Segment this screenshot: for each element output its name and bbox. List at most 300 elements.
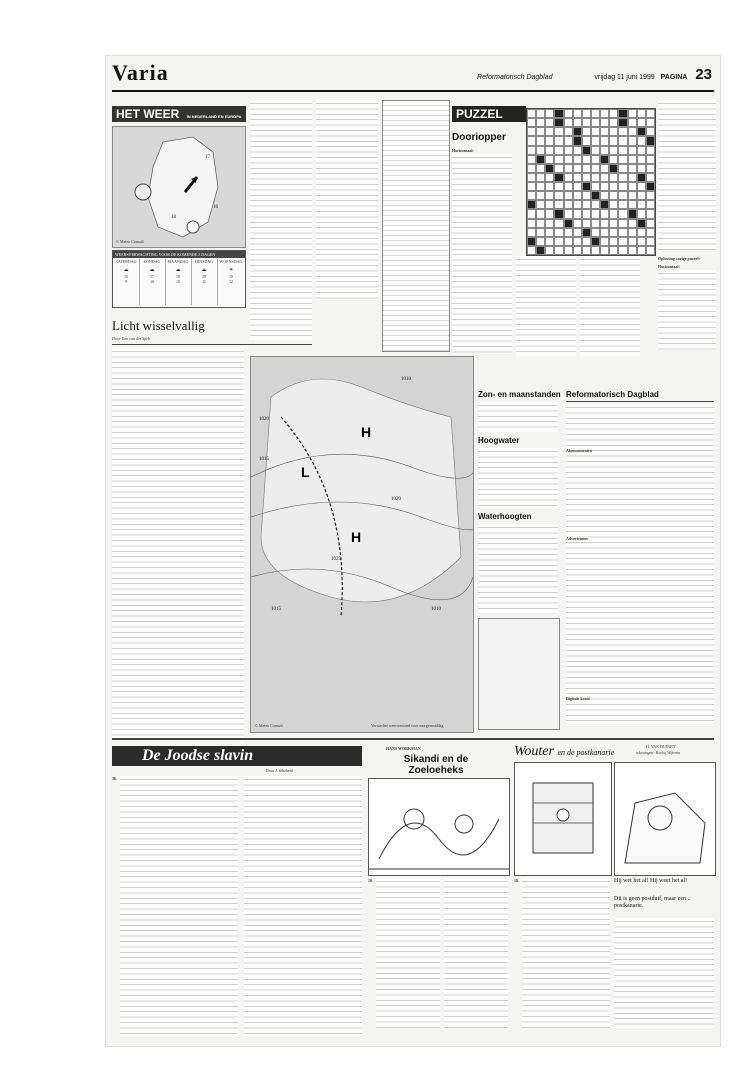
crossword-cell [536, 182, 545, 191]
crossword-cell [545, 146, 554, 155]
netherlands-map-svg [113, 127, 245, 247]
crossword-cell [628, 191, 637, 200]
crossword-cell [609, 136, 618, 145]
serial-text-col-2 [244, 776, 362, 1036]
high-pressure-icon: H [361, 424, 372, 440]
crossword-cell [554, 173, 563, 182]
crossword-cell [573, 127, 582, 136]
page-label: PAGINA [660, 74, 688, 81]
crossword-cell [628, 173, 637, 182]
map-temp-1: 17 [205, 155, 210, 160]
crossword-cell [536, 219, 545, 228]
wouter-text-col-2 [614, 918, 714, 1028]
crossword-cell [527, 136, 536, 145]
puzzle-title: Dooriopper [452, 132, 506, 143]
crossword-cell [554, 200, 563, 209]
crossword-cell [545, 136, 554, 145]
crossword-cell [582, 155, 591, 164]
crossword-cell [564, 146, 573, 155]
crossword-cell [554, 109, 563, 118]
crossword-cell [637, 155, 646, 164]
crossword-cell [573, 118, 582, 127]
weather-headline: Licht wisselvallig [112, 318, 205, 333]
crossword-cell [582, 173, 591, 182]
wouter-bubble-1: Hij wet het al! Hij weet het al! [614, 878, 688, 884]
crossword-cell [618, 173, 627, 182]
weather-legend [478, 618, 560, 730]
wouter-drawing-1 [515, 763, 611, 875]
crossword-cell [618, 136, 627, 145]
forecast-min: 10 [150, 279, 154, 284]
page-number: 23 [695, 66, 712, 83]
crossword-cell [564, 246, 573, 255]
pressure-label: 1010 [401, 377, 411, 382]
crossword-cell [618, 237, 627, 246]
crossword-cell [527, 219, 536, 228]
forecast-min: 11 [202, 279, 206, 284]
crossword-cell [637, 146, 646, 155]
crossword-cell [527, 146, 536, 155]
crossword-cell [646, 219, 655, 228]
puzzle-solution-text [658, 270, 716, 350]
crossword-cell [582, 246, 591, 255]
pressure-label: 1015 [271, 607, 281, 612]
crossword-cell [527, 246, 536, 255]
crossword-cell [609, 228, 618, 237]
crossword-cell [582, 164, 591, 173]
crossword-cell [545, 155, 554, 164]
crossword-grid [526, 108, 656, 256]
crossword-cell [618, 219, 627, 228]
crossword-cell [600, 191, 609, 200]
crossword-cell [591, 109, 600, 118]
forecast-day-label: ZONDAG [143, 259, 161, 264]
crossword-cell [564, 200, 573, 209]
forecast-title: WEERSVERWACHTING VOOR DE KOMENDE 5 DAGEN [113, 251, 245, 258]
crossword-cell [582, 219, 591, 228]
date-line: vrijdag 11 juni 1999 [594, 74, 655, 81]
crossword-cell [600, 109, 609, 118]
crossword-cell [582, 146, 591, 155]
forecast-max: 16 [124, 274, 128, 279]
crossword-cell [609, 182, 618, 191]
wouter-credit: H. VAN DUINEN [646, 744, 676, 749]
crossword-cell [591, 146, 600, 155]
wouter-number: 18. [514, 878, 519, 883]
header-right [477, 66, 712, 83]
forecast-min: 9 [125, 279, 127, 284]
crossword-cell [609, 118, 618, 127]
crossword-cell [609, 164, 618, 173]
crossword-cell [646, 191, 655, 200]
crossword-cell [527, 109, 536, 118]
crossword-cell [564, 109, 573, 118]
crossword-cell [545, 237, 554, 246]
crossword-cell [609, 191, 618, 200]
crossword-cell [573, 164, 582, 173]
crossword-cell [554, 228, 563, 237]
crossword-cell [564, 136, 573, 145]
forecast-min: 12 [229, 279, 233, 284]
crossword-cell [564, 237, 573, 246]
serial-banner [112, 746, 362, 766]
crossword-cell [609, 173, 618, 182]
crossword-cell [545, 200, 554, 209]
forecast-day-label: ZATERDAG [115, 259, 137, 264]
crossword-cell [545, 219, 554, 228]
crossword-cell [637, 164, 646, 173]
crossword-cell [527, 209, 536, 218]
crossword-cell [564, 164, 573, 173]
crossword-cell [600, 237, 609, 246]
cloud-icon [135, 184, 151, 200]
netherlands-weather-map [112, 126, 246, 248]
crossword-cell [600, 182, 609, 191]
sikandi-author: HANS WORKMAN [386, 746, 421, 751]
crossword-cell [573, 246, 582, 255]
crossword-cell [554, 237, 563, 246]
crossword-cell [609, 109, 618, 118]
europe-weather-text [250, 100, 312, 340]
crossword-cell [637, 246, 646, 255]
crossword-cell [618, 127, 627, 136]
crossword-cell [564, 219, 573, 228]
section-divider [112, 738, 714, 740]
crossword-cell [536, 200, 545, 209]
crossword-cell [573, 155, 582, 164]
colofon-admin: Abonnementen [566, 448, 593, 453]
pressure-label: 1020 [391, 497, 401, 502]
crossword-cell [600, 200, 609, 209]
europe-weather-map [250, 356, 474, 733]
crossword-cell [536, 118, 545, 127]
puzzle-clues-2 [516, 256, 576, 356]
map-temp-3: 16 [213, 205, 218, 210]
crossword-cell [646, 109, 655, 118]
wouter-text-col-1 [522, 878, 610, 1028]
crossword-cell [628, 146, 637, 155]
crossword-cell [536, 164, 545, 173]
crossword-cell [618, 228, 627, 237]
europe-map-caption: Verwachte weertoestand voor morgenmiddag [371, 723, 444, 728]
tide-text [478, 448, 558, 508]
forecast-day [113, 259, 140, 305]
crossword-cell [573, 228, 582, 237]
crossword-cell [637, 182, 646, 191]
newspaper-page [106, 56, 720, 1046]
crossword-cell [646, 127, 655, 136]
forecast-sun-icon: ☀ [228, 268, 234, 273]
crossword-cell [573, 182, 582, 191]
crossword-cell [573, 219, 582, 228]
crossword-cell [564, 209, 573, 218]
crossword-cell [573, 237, 582, 246]
crossword-cell [545, 109, 554, 118]
forecast-max: 17 [150, 274, 154, 279]
serial-chapter: 36. [112, 776, 117, 781]
tide-title: Hoogwater [478, 436, 520, 445]
divider [112, 344, 312, 345]
sikandi-title: Sikandi en de Zoeloeheks [403, 754, 469, 776]
wouter-bubble-2: Dit is geen postduif, maar een... postkanarie. [614, 896, 691, 909]
sikandi-drawing [369, 779, 509, 875]
crossword-cell [545, 182, 554, 191]
crossword-cell [628, 246, 637, 255]
crossword-cell [527, 173, 536, 182]
europe-map-credit: © Meteo Consult [255, 723, 283, 728]
crossword-cell [618, 109, 627, 118]
crossword-cell [646, 164, 655, 173]
colofon-title: Reformatorisch Dagblad [566, 390, 659, 399]
crossword-cell [628, 127, 637, 136]
isobar-map-svg [251, 357, 473, 732]
crossword-cell [637, 127, 646, 136]
crossword-cell [582, 109, 591, 118]
crossword-cell [573, 191, 582, 200]
wouter-title-main: Wouter [514, 744, 554, 759]
crossword-cell [573, 200, 582, 209]
colofon-digital: Digitale krant [566, 696, 590, 701]
crossword-cell [628, 164, 637, 173]
crossword-cell [609, 146, 618, 155]
crossword-cell [637, 118, 646, 127]
crossword-cell [536, 246, 545, 255]
crossword-cell [564, 173, 573, 182]
crossword-cell [600, 246, 609, 255]
crossword-cell [582, 136, 591, 145]
colofon-adv: Advertenties [566, 536, 588, 541]
crossword-cell [618, 246, 627, 255]
map-credit: © Meteo Consult [116, 239, 144, 244]
sun-moon-title: Zon- en maanstanden [478, 390, 561, 399]
water-title: Waterhoogten [478, 512, 532, 521]
sikandi-text-col-1 [376, 878, 440, 1028]
crossword-cell [591, 127, 600, 136]
crossword-cell [527, 127, 536, 136]
crossword-cell [600, 173, 609, 182]
forecast-day [139, 259, 166, 305]
crossword-cell [618, 118, 627, 127]
crossword-cell [564, 127, 573, 136]
water-text [478, 524, 558, 614]
crossword-cell [545, 173, 554, 182]
low-pressure-icon: L [301, 464, 310, 480]
puzzle-banner [452, 106, 526, 122]
crossword-cell [637, 237, 646, 246]
wouter-panel-2 [614, 762, 716, 876]
crossword-cell [545, 228, 554, 237]
serial-text-col-1 [120, 776, 238, 1036]
crossword-cell [573, 109, 582, 118]
crossword-cell [637, 173, 646, 182]
wouter-title-rest: en de postkanarie [557, 748, 615, 757]
sikandi-number: 10. [368, 878, 373, 883]
forecast-day [165, 259, 192, 305]
crossword-cell [564, 118, 573, 127]
crossword-cell [554, 146, 563, 155]
crossword-cell [545, 164, 554, 173]
pressure-label: 1025 [331, 557, 341, 562]
weather-banner [112, 106, 246, 122]
crossword-cell [628, 237, 637, 246]
crossword-cell [536, 173, 545, 182]
crossword-cell [618, 164, 627, 173]
crossword-cell [637, 219, 646, 228]
crossword-cell [564, 191, 573, 200]
crossword-cell [628, 182, 637, 191]
crossword-cell [582, 228, 591, 237]
crossword-cell [582, 182, 591, 191]
crossword-cell [646, 118, 655, 127]
crossword-cell [600, 219, 609, 228]
forecast-day-label: DINSDAG [195, 259, 213, 264]
forecast-cloud-icon: ☁ [175, 268, 181, 273]
crossword-cell [591, 173, 600, 182]
crossword-cell [545, 191, 554, 200]
pressure-label: 1015 [259, 457, 269, 462]
puzzle-clues-horizontal-heading: Horizontaal: [452, 148, 474, 153]
solution-horizontal: Horizontaal: [658, 264, 680, 269]
header-rule [112, 90, 714, 92]
crossword-cell [609, 127, 618, 136]
crossword-cell [564, 228, 573, 237]
crossword-cell [618, 146, 627, 155]
crossword-cell [591, 237, 600, 246]
crossword-cell [536, 237, 545, 246]
crossword-cell [646, 136, 655, 145]
crossword-cell [600, 155, 609, 164]
crossword-cell [628, 200, 637, 209]
forecast-max: 20 [202, 274, 206, 279]
crossword-cell [600, 146, 609, 155]
crossword-cell [591, 136, 600, 145]
crossword-cell [628, 118, 637, 127]
sun-icon [187, 221, 199, 233]
crossword-cell [646, 146, 655, 155]
crossword-cell [554, 118, 563, 127]
crossword-cell [554, 219, 563, 228]
crossword-cell [628, 136, 637, 145]
map-temp-2: 18 [171, 215, 176, 220]
crossword-cell [591, 164, 600, 173]
crossword-cell [536, 155, 545, 164]
crossword-cell [527, 200, 536, 209]
crossword-cell [628, 155, 637, 164]
crossword-cell [582, 191, 591, 200]
forecast-days [113, 259, 245, 305]
crossword-cell [637, 209, 646, 218]
crossword-cell [609, 200, 618, 209]
crossword-cell [646, 182, 655, 191]
forecast-day [217, 259, 245, 305]
weather-byline: Door Tom van der Spek [112, 336, 150, 341]
crossword-cell [646, 228, 655, 237]
divider [566, 401, 714, 402]
crossword-cell [573, 209, 582, 218]
crossword-cell [536, 228, 545, 237]
crossword-cell [591, 118, 600, 127]
crossword-cell [545, 209, 554, 218]
puzzle-clues-3 [580, 256, 640, 356]
crossword-cell [554, 136, 563, 145]
puzzle-solution-heading: Oplossing vorige puzzel: [658, 256, 700, 261]
crossword-cell [573, 173, 582, 182]
sikandi-text-col-2 [444, 878, 508, 1028]
crossword-cell [591, 246, 600, 255]
temperature-table [382, 100, 450, 352]
crossword-cell [637, 228, 646, 237]
wouter-panel-1 [514, 762, 612, 876]
weather-banner-sub: IN NEDERLAND EN EUROPA [186, 114, 242, 119]
crossword-cell [628, 219, 637, 228]
crossword-cell [618, 155, 627, 164]
crossword-cell [554, 164, 563, 173]
crossword-cell [554, 191, 563, 200]
crossword-cell [646, 155, 655, 164]
sikandi-comic-panel [368, 778, 510, 876]
crossword-cell [554, 209, 563, 218]
crossword-cell [554, 155, 563, 164]
crossword-cell [536, 209, 545, 218]
pressure-label: 1020 [259, 417, 269, 422]
crossword-cell [591, 200, 600, 209]
forecast-max: 19 [229, 274, 233, 279]
crossword-cell [618, 191, 627, 200]
serial-title: De Joodse slavin [142, 747, 254, 764]
crossword-cell [646, 209, 655, 218]
crossword-cell [637, 191, 646, 200]
crossword-cell [628, 228, 637, 237]
crossword-cell [545, 127, 554, 136]
crossword-cell [609, 237, 618, 246]
wouter-title [514, 744, 614, 760]
crossword-cell [573, 136, 582, 145]
forecast-cloud-icon: ☁ [149, 268, 155, 273]
crossword-cell [591, 182, 600, 191]
crossword-cell [646, 237, 655, 246]
pressure-label: 1010 [431, 607, 441, 612]
puzzle-side-text [658, 100, 716, 250]
crossword-cell [545, 246, 554, 255]
land-mass [261, 379, 461, 602]
wouter-drawing-2 [615, 763, 715, 875]
crossword-cell [646, 246, 655, 255]
crossword-cell [618, 209, 627, 218]
crossword-cell [527, 228, 536, 237]
crossword-cell [591, 191, 600, 200]
crossword-cell [536, 191, 545, 200]
crossword-cell [527, 191, 536, 200]
serial-byline: Door J. Sibeheid [266, 768, 293, 773]
crossword-cell [637, 200, 646, 209]
crossword-cell [536, 146, 545, 155]
forecast-max: 18 [176, 274, 180, 279]
crossword-cell [600, 209, 609, 218]
crossword-cell [527, 182, 536, 191]
forecast-day-label: MAANDAG [167, 259, 189, 264]
forecast-strip [112, 250, 246, 308]
high-pressure-icon: H [351, 529, 362, 545]
europe-weather-text-2 [316, 100, 378, 300]
crossword-cell [591, 209, 600, 218]
crossword-cell [582, 127, 591, 136]
crossword-cell [591, 219, 600, 228]
crossword-cell [609, 246, 618, 255]
forecast-min: 10 [176, 279, 180, 284]
crossword-cell [554, 246, 563, 255]
crossword-cell [536, 109, 545, 118]
forecast-cloud-icon: ☁ [123, 268, 129, 273]
